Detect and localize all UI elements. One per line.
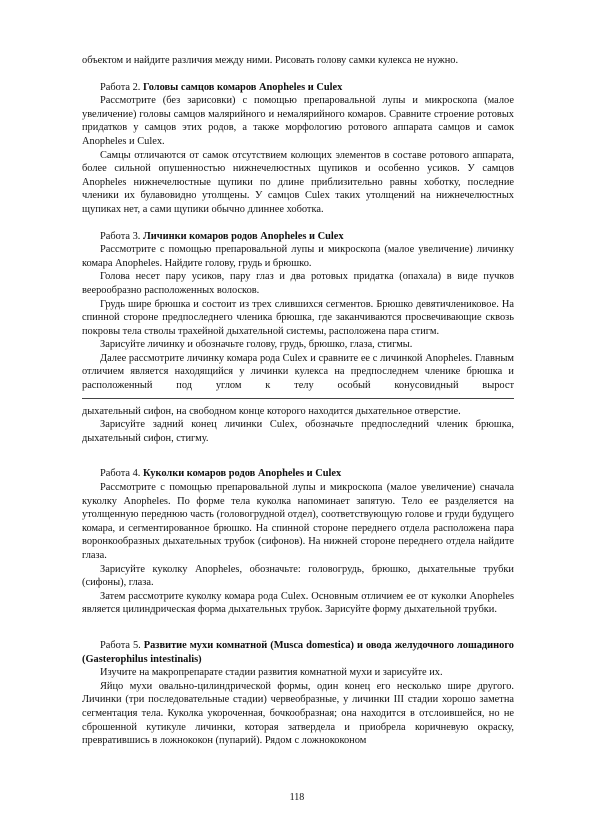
work3-paragraph-4: Зарисуйте личинку и обозначьте голову, грудь, брюшко, глаза, стигмы. (100, 339, 413, 351)
intro-paragraph: объектом и найдите различия между ними. Рисовать голову самки кулекса не нужно. (82, 55, 459, 66)
work3-paragraph-2: Голова несет пару усиков, пару глаз и два ротовых придатка (опахала) в виде пучков веерообразно расположенных волосков. (82, 271, 514, 296)
spacer (82, 68, 514, 81)
work4-paragraph-2: Зарисуйте куколку Anopheles, обозначьте: головогрудь, брюшко, дыхательные трубки (сифоны), глаза. (82, 563, 514, 589)
page-number: 118 (289, 792, 305, 803)
work5-title: Развитие мухи комнатной (Musca domestica) и овода желудочного лошадиного (Gasterophilus intestinalis) (82, 639, 514, 665)
work4-heading (82, 467, 514, 481)
work2-paragraph-1: Рассмотрите (без зарисовки) с помощью препаровальной лупы и микроскопа (малое увеличение) головы самцов малярийного и немалярийного комаров. Сравните строение ротовых придатков у самцов этих родов, а также морфологию ротового аппарата самцов и самок Anopheles и Culex. (82, 95, 514, 147)
work3-heading (82, 230, 514, 244)
work3-prefix: Работа 3. (100, 230, 141, 242)
work4-title: Куколки комаров родов Anopheles и Culex (143, 468, 342, 480)
work3-paragraph-3: Грудь шире брюшка и состоит из трех слившихся сегментов. Брюшко девятичлениковое. На спинной стороне предпоследнего членика брюшка, где заканчиваются просвечивающие сквозь покровы тела стволы трахейной дыхательной системы, расположена пара стигм. (82, 298, 514, 337)
work4-paragraph-3: Затем рассмотрите куколку комара рода Culex. Основным отличием ее от куколки Anopheles является цилиндрическая форма дыхательных трубок. Зарисуйте форму дыхательной трубки. (82, 590, 514, 616)
work3-paragraph-1: Рассмотрите с помощью препаровальной лупы и микроскопа (малое увеличение) личинку комара Anopheles. Найдите голову, грудь и брюшко. (82, 244, 514, 269)
document-page (82, 54, 514, 748)
spacer (82, 217, 514, 230)
work2-title: Головы самцов комаров Anopheles и Culex (143, 81, 343, 93)
work4-prefix: Работа 4. (100, 468, 141, 480)
work2-heading (82, 81, 514, 95)
horizontal-rule (82, 398, 514, 399)
work2-prefix: Работа 2. (100, 81, 141, 93)
work4-paragraph-1: Рассмотрите с помощью препаровальной лупы и микроскопа (малое увеличение) сначала куколку Anopheles. По форме тела куколка напоминает запятую. Тело ее разделяется на утолщенную переднюю часть (головогрудной отдел), соответствующую голове и груди будущего комара, и сегментированное брюшко. На спинной стороне переднего отдела расположена пара воронкообразных дыхательных трубок (сифонов). На нижней стороне переднего отдела найдите глаза. (82, 482, 514, 561)
work5-paragraph-1: Изучите на макропрепарате стадии развития комнатной мухи и зарисуйте их. (100, 667, 443, 679)
work5-heading (82, 639, 514, 666)
work3-title: Личинки комаров родов Anopheles и Culex (143, 230, 344, 242)
work5-paragraph-2: Яйцо мухи овально-цилиндрической формы, один конец его несколько шире другого. Личинки (три последовательные стадии) червеобразные, у личинки III стадии хорошо заметна сегментация тела. Куколка укороченная, бочкообразная; она находится в отслоившейся, но не сброшенной кутикуле личинки, которая затвердела и приобрела коричневую окраску, превратившись в ложнококон (пупарий). Рядом с ложнококоном (82, 680, 514, 747)
work2-paragraph-2: Самцы отличаются от самок отсутствием колющих элементов в составе ротового аппарата, более сильной опушенностью нижнечелюстных щупиков и особенно усиков. У самцов Anopheles нижнечелюстные щупики по длине приблизительно равны хоботку, последние членики их булавовидно утолщены. У самцов Culex таких утолщений на нижнечелюстных щупиках нет, а сами щупики обычно длиннее хоботка. (82, 149, 514, 215)
spacer (82, 617, 514, 639)
spacer (82, 445, 514, 467)
work5-prefix: Работа 5. (100, 639, 141, 651)
work3-continuation-2: Зарисуйте задний конец личинки Culex, обозначьте предпоследний членик брюшка, дыхательный сифон, стигму. (82, 419, 514, 444)
work3-continuation-1: дыхательный сифон, на свободном конце которого находится дыхательное отверстие. (82, 405, 461, 417)
work3-paragraph-5: Далее рассмотрите личинку комара рода Culex и сравните ее с личинкой Anopheles. Главным отличием является находящийся у личинки кулекса на предпоследнем членике брюшка и расположенный под углом к телу особый конусовидный вырост (82, 352, 514, 392)
